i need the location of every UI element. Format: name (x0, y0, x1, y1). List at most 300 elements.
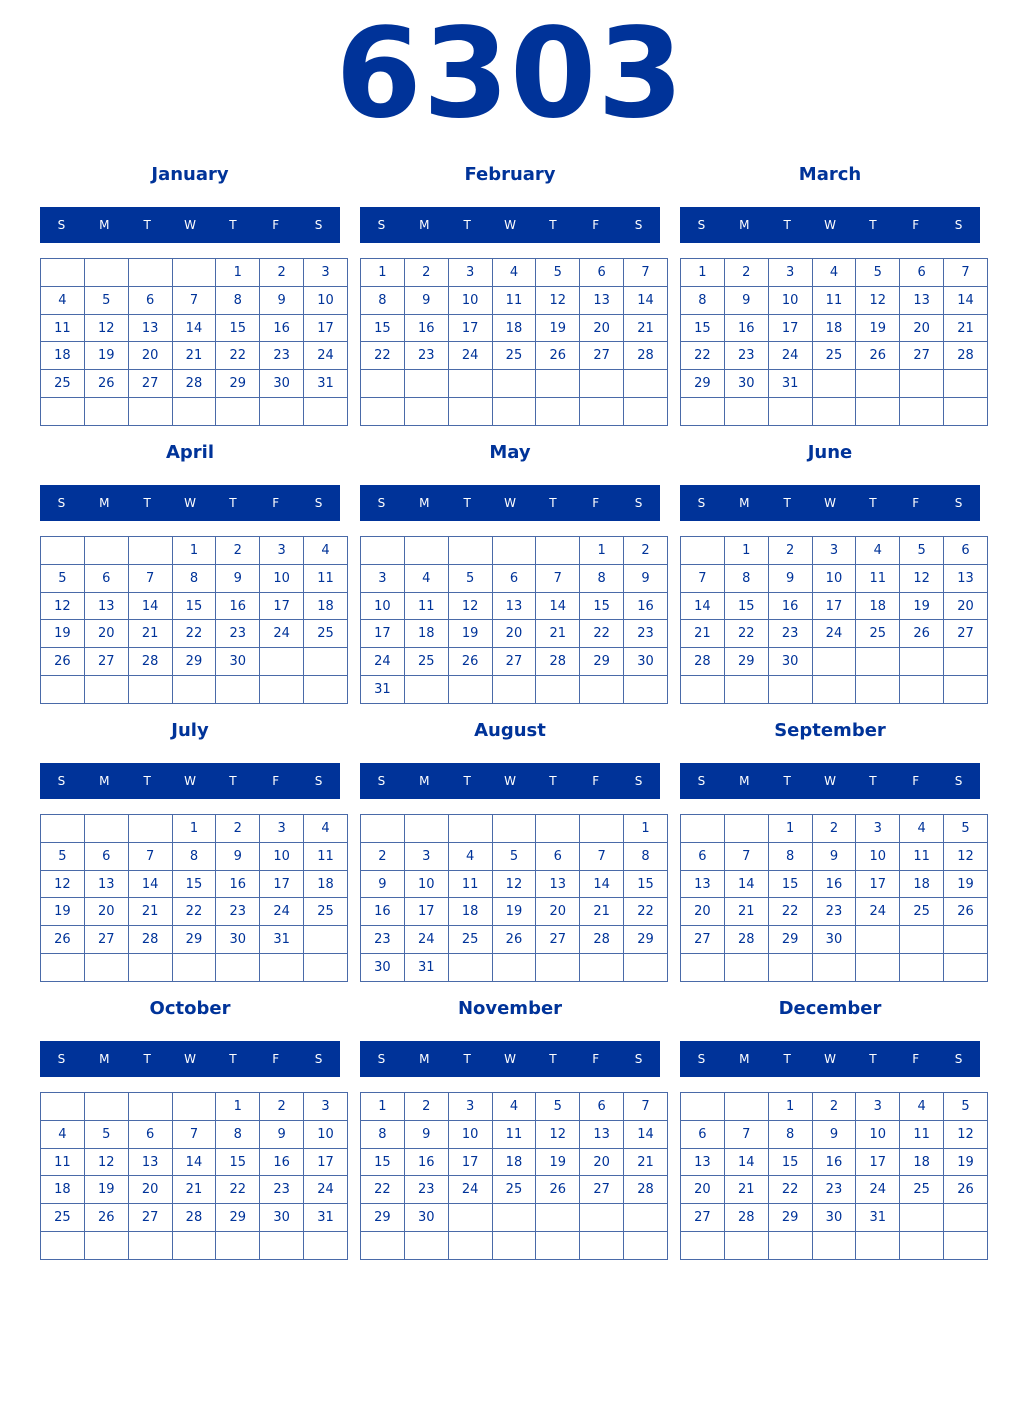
day-cell: 7 (172, 1120, 216, 1148)
day-cell (624, 954, 668, 982)
week-row (361, 370, 668, 398)
weekday-header (40, 485, 340, 521)
day-cell: 9 (216, 564, 260, 592)
day-cell: 1 (216, 259, 260, 287)
day-cell: 23 (812, 1176, 856, 1204)
day-grid (680, 814, 988, 982)
day-cell: 3 (856, 1093, 900, 1121)
day-grid (680, 258, 988, 426)
weekday-label: W (184, 774, 196, 788)
day-cell: 8 (580, 564, 624, 592)
weekday-label: M (99, 218, 110, 232)
day-cell: 12 (84, 314, 128, 342)
day-cell: 16 (404, 314, 448, 342)
weekday-label: T (783, 774, 791, 788)
day-cell: 1 (361, 1093, 405, 1121)
weekday-label: W (824, 218, 836, 232)
day-cell (944, 954, 988, 982)
week-row (681, 286, 988, 314)
month-october (40, 994, 340, 1264)
weekday-label: F (592, 774, 600, 788)
month-march (680, 160, 980, 430)
day-cell (448, 1232, 492, 1260)
month-name: February (464, 164, 556, 185)
day-cell: 2 (404, 1093, 448, 1121)
day-cell (84, 1093, 128, 1121)
day-cell (260, 648, 304, 676)
day-cell (944, 926, 988, 954)
weekday-label: F (592, 496, 600, 510)
week-row (41, 342, 348, 370)
week-row (681, 954, 988, 982)
day-cell: 5 (536, 1093, 580, 1121)
day-cell (361, 370, 405, 398)
weekday-label: S (377, 1052, 386, 1066)
day-cell: 13 (681, 870, 725, 898)
day-cell: 27 (84, 926, 128, 954)
day-cell: 5 (944, 1093, 988, 1121)
day-cell: 5 (900, 537, 944, 565)
week-row (681, 870, 988, 898)
weekday-header (680, 207, 980, 243)
week-row (681, 592, 988, 620)
weekday-header (40, 763, 340, 799)
weekday-label: W (184, 218, 196, 232)
day-cell: 14 (724, 870, 768, 898)
day-cell (900, 926, 944, 954)
day-cell: 4 (41, 286, 85, 314)
week-row (681, 1093, 988, 1121)
day-cell: 26 (856, 342, 900, 370)
day-cell: 21 (172, 342, 216, 370)
day-cell: 18 (41, 342, 85, 370)
day-cell: 20 (492, 620, 536, 648)
day-cell: 17 (304, 314, 348, 342)
day-cell: 7 (724, 842, 768, 870)
day-cell: 3 (856, 815, 900, 843)
day-cell (41, 398, 85, 426)
day-cell (361, 537, 405, 565)
day-cell: 9 (404, 1120, 448, 1148)
weekday-label: F (272, 774, 280, 788)
day-cell: 21 (944, 314, 988, 342)
day-cell (304, 926, 348, 954)
day-cell: 23 (812, 898, 856, 926)
month-name: January (151, 164, 229, 185)
day-cell: 12 (944, 1120, 988, 1148)
day-cell: 23 (216, 620, 260, 648)
day-cell: 15 (172, 870, 216, 898)
day-cell (41, 259, 85, 287)
week-row (41, 564, 348, 592)
day-cell: 3 (404, 842, 448, 870)
week-row (681, 1204, 988, 1232)
day-cell (536, 1204, 580, 1232)
day-cell (448, 537, 492, 565)
day-cell (812, 398, 856, 426)
day-cell (41, 537, 85, 565)
day-cell (812, 1232, 856, 1260)
weekday-label: T (869, 1052, 877, 1066)
day-cell: 26 (84, 1204, 128, 1232)
day-cell: 14 (624, 286, 668, 314)
day-cell (304, 398, 348, 426)
day-cell (404, 537, 448, 565)
weekday-label: T (783, 496, 791, 510)
day-cell: 18 (41, 1176, 85, 1204)
day-cell (448, 398, 492, 426)
day-cell: 9 (404, 286, 448, 314)
day-cell (768, 398, 812, 426)
day-cell (260, 398, 304, 426)
week-row (41, 1120, 348, 1148)
day-cell: 13 (84, 592, 128, 620)
day-cell: 2 (812, 815, 856, 843)
day-cell: 16 (812, 870, 856, 898)
weekday-label: W (824, 1052, 836, 1066)
day-cell (492, 1204, 536, 1232)
day-cell: 3 (361, 564, 405, 592)
week-row (361, 1093, 668, 1121)
day-cell: 19 (84, 1176, 128, 1204)
weekday-label: W (504, 774, 516, 788)
day-cell: 24 (260, 898, 304, 926)
day-cell (128, 1232, 172, 1260)
week-row (361, 620, 668, 648)
day-cell (304, 648, 348, 676)
week-row (361, 842, 668, 870)
weekday-label: T (229, 218, 237, 232)
day-cell: 12 (41, 870, 85, 898)
day-grid (40, 1092, 348, 1260)
day-cell (448, 1204, 492, 1232)
day-cell: 6 (580, 1093, 624, 1121)
day-cell (260, 954, 304, 982)
day-cell: 30 (624, 648, 668, 676)
day-cell: 31 (768, 370, 812, 398)
day-cell: 31 (304, 370, 348, 398)
day-cell (944, 1232, 988, 1260)
day-cell: 15 (580, 592, 624, 620)
day-cell (448, 815, 492, 843)
weekday-header (40, 207, 340, 243)
day-cell (41, 954, 85, 982)
day-cell (536, 370, 580, 398)
week-row (41, 286, 348, 314)
day-cell: 17 (260, 592, 304, 620)
day-cell (492, 1232, 536, 1260)
day-cell: 30 (404, 1204, 448, 1232)
day-cell (944, 648, 988, 676)
day-cell: 16 (724, 314, 768, 342)
month-june (680, 438, 980, 708)
weekday-label: T (783, 1052, 791, 1066)
weekday-label: F (912, 496, 920, 510)
day-cell: 25 (448, 926, 492, 954)
day-cell (812, 648, 856, 676)
week-row (361, 1176, 668, 1204)
weekday-label: S (697, 774, 706, 788)
day-cell (856, 648, 900, 676)
day-cell (172, 259, 216, 287)
day-cell: 28 (624, 342, 668, 370)
month-name: March (798, 164, 862, 185)
week-row (41, 926, 348, 954)
day-cell (580, 954, 624, 982)
day-cell: 24 (448, 1176, 492, 1204)
day-cell: 20 (681, 1176, 725, 1204)
day-cell: 10 (856, 1120, 900, 1148)
day-cell: 18 (900, 870, 944, 898)
day-cell: 10 (361, 592, 405, 620)
day-cell: 4 (304, 537, 348, 565)
day-cell: 30 (361, 954, 405, 982)
week-row (361, 815, 668, 843)
day-cell (900, 648, 944, 676)
day-cell: 24 (768, 342, 812, 370)
day-cell: 9 (260, 286, 304, 314)
day-cell: 17 (768, 314, 812, 342)
day-cell: 8 (172, 842, 216, 870)
day-cell: 28 (580, 926, 624, 954)
day-cell: 21 (536, 620, 580, 648)
day-cell: 22 (768, 898, 812, 926)
day-cell (624, 676, 668, 704)
day-cell (944, 370, 988, 398)
day-cell (304, 676, 348, 704)
day-cell: 22 (681, 342, 725, 370)
day-cell: 23 (260, 1176, 304, 1204)
day-cell: 12 (856, 286, 900, 314)
weekday-label: S (697, 1052, 706, 1066)
day-cell (448, 370, 492, 398)
day-cell: 9 (812, 842, 856, 870)
week-row (361, 1204, 668, 1232)
day-cell: 31 (361, 676, 405, 704)
day-cell: 27 (128, 370, 172, 398)
day-cell: 10 (448, 1120, 492, 1148)
day-cell (624, 1232, 668, 1260)
day-cell (404, 370, 448, 398)
day-cell: 9 (361, 870, 405, 898)
day-cell: 10 (304, 1120, 348, 1148)
day-cell: 27 (900, 342, 944, 370)
weekday-label: W (824, 774, 836, 788)
week-row (41, 648, 348, 676)
week-row (361, 1148, 668, 1176)
week-row (361, 898, 668, 926)
day-cell (900, 676, 944, 704)
day-cell: 5 (41, 842, 85, 870)
day-cell: 10 (260, 564, 304, 592)
day-cell: 20 (944, 592, 988, 620)
day-cell: 15 (361, 314, 405, 342)
week-row (681, 1120, 988, 1148)
day-cell: 29 (681, 370, 725, 398)
day-cell: 12 (900, 564, 944, 592)
month-april (40, 438, 340, 708)
day-cell: 28 (624, 1176, 668, 1204)
day-cell: 27 (492, 648, 536, 676)
day-cell: 18 (900, 1148, 944, 1176)
day-cell: 22 (580, 620, 624, 648)
day-cell (128, 954, 172, 982)
day-cell: 24 (856, 898, 900, 926)
day-cell: 12 (448, 592, 492, 620)
day-cell: 22 (216, 342, 260, 370)
day-cell: 20 (580, 314, 624, 342)
weekday-header (360, 1041, 660, 1077)
day-cell: 29 (768, 1204, 812, 1232)
day-cell: 16 (812, 1148, 856, 1176)
day-cell (84, 537, 128, 565)
day-cell: 2 (724, 259, 768, 287)
day-cell: 24 (304, 342, 348, 370)
month-january (40, 160, 340, 430)
day-cell: 5 (944, 815, 988, 843)
day-cell: 18 (404, 620, 448, 648)
day-cell: 19 (492, 898, 536, 926)
day-cell: 31 (260, 926, 304, 954)
day-cell: 14 (624, 1120, 668, 1148)
day-cell: 28 (172, 1204, 216, 1232)
day-cell (492, 398, 536, 426)
day-grid (360, 258, 668, 426)
day-cell: 13 (900, 286, 944, 314)
weekday-label: S (57, 774, 66, 788)
week-row (361, 676, 668, 704)
weekday-label: S (377, 496, 386, 510)
day-cell: 1 (681, 259, 725, 287)
day-cell: 12 (492, 870, 536, 898)
day-cell: 3 (260, 815, 304, 843)
day-cell: 23 (768, 620, 812, 648)
day-cell (900, 954, 944, 982)
day-cell: 6 (128, 1120, 172, 1148)
day-cell: 14 (580, 870, 624, 898)
day-cell: 8 (216, 1120, 260, 1148)
weekday-label: T (229, 496, 237, 510)
weekday-label: F (912, 1052, 920, 1066)
day-cell: 19 (536, 314, 580, 342)
day-cell: 3 (260, 537, 304, 565)
day-cell (681, 398, 725, 426)
day-cell: 30 (768, 648, 812, 676)
day-cell: 13 (580, 286, 624, 314)
month-name: April (165, 442, 215, 463)
day-cell (404, 676, 448, 704)
day-cell: 15 (216, 314, 260, 342)
day-cell (580, 1204, 624, 1232)
week-row (681, 537, 988, 565)
day-cell: 14 (536, 592, 580, 620)
weekday-header (40, 1041, 340, 1077)
day-cell (856, 398, 900, 426)
day-cell (492, 537, 536, 565)
day-cell: 17 (856, 870, 900, 898)
weekday-label: M (739, 774, 750, 788)
day-cell: 13 (580, 1120, 624, 1148)
day-cell: 28 (681, 648, 725, 676)
day-cell: 24 (361, 648, 405, 676)
day-cell: 1 (172, 815, 216, 843)
day-cell: 9 (768, 564, 812, 592)
day-cell: 9 (724, 286, 768, 314)
month-name: September (774, 720, 886, 741)
week-row (41, 898, 348, 926)
day-cell: 7 (128, 842, 172, 870)
week-row (41, 537, 348, 565)
month-name: October (149, 998, 231, 1019)
weekday-label: W (504, 496, 516, 510)
day-cell: 8 (361, 1120, 405, 1148)
weekday-label: M (739, 1052, 750, 1066)
day-cell: 12 (41, 592, 85, 620)
day-cell: 11 (900, 842, 944, 870)
day-cell: 6 (492, 564, 536, 592)
weekday-label: F (272, 1052, 280, 1066)
day-cell (128, 398, 172, 426)
day-cell: 27 (580, 342, 624, 370)
day-cell (724, 676, 768, 704)
day-cell: 20 (84, 898, 128, 926)
day-cell: 15 (768, 870, 812, 898)
day-cell: 15 (361, 1148, 405, 1176)
weekday-label: T (549, 1052, 557, 1066)
week-row (361, 954, 668, 982)
week-row (361, 1232, 668, 1260)
day-cell: 8 (624, 842, 668, 870)
day-cell: 21 (128, 620, 172, 648)
week-row (681, 370, 988, 398)
day-cell: 10 (404, 870, 448, 898)
day-cell (900, 1204, 944, 1232)
month-may (360, 438, 660, 708)
day-cell: 18 (492, 1148, 536, 1176)
day-cell (128, 815, 172, 843)
day-cell (812, 954, 856, 982)
day-cell: 15 (768, 1148, 812, 1176)
day-cell: 30 (724, 370, 768, 398)
day-cell: 27 (84, 648, 128, 676)
week-row (681, 926, 988, 954)
day-cell: 7 (536, 564, 580, 592)
day-cell: 19 (536, 1148, 580, 1176)
day-cell: 23 (260, 342, 304, 370)
week-row (681, 676, 988, 704)
day-cell (216, 954, 260, 982)
day-cell: 5 (492, 842, 536, 870)
day-cell: 2 (812, 1093, 856, 1121)
day-cell: 11 (856, 564, 900, 592)
day-cell: 7 (172, 286, 216, 314)
day-cell: 12 (944, 842, 988, 870)
weekday-label: F (272, 218, 280, 232)
day-cell: 8 (768, 1120, 812, 1148)
day-cell: 24 (448, 342, 492, 370)
day-cell: 4 (492, 259, 536, 287)
day-cell (84, 676, 128, 704)
day-cell (536, 954, 580, 982)
day-cell: 14 (172, 314, 216, 342)
week-row (361, 870, 668, 898)
weekday-label: T (143, 1052, 151, 1066)
day-cell: 9 (624, 564, 668, 592)
day-cell (944, 398, 988, 426)
day-cell (856, 926, 900, 954)
week-row (361, 259, 668, 287)
weekday-label: S (634, 218, 643, 232)
